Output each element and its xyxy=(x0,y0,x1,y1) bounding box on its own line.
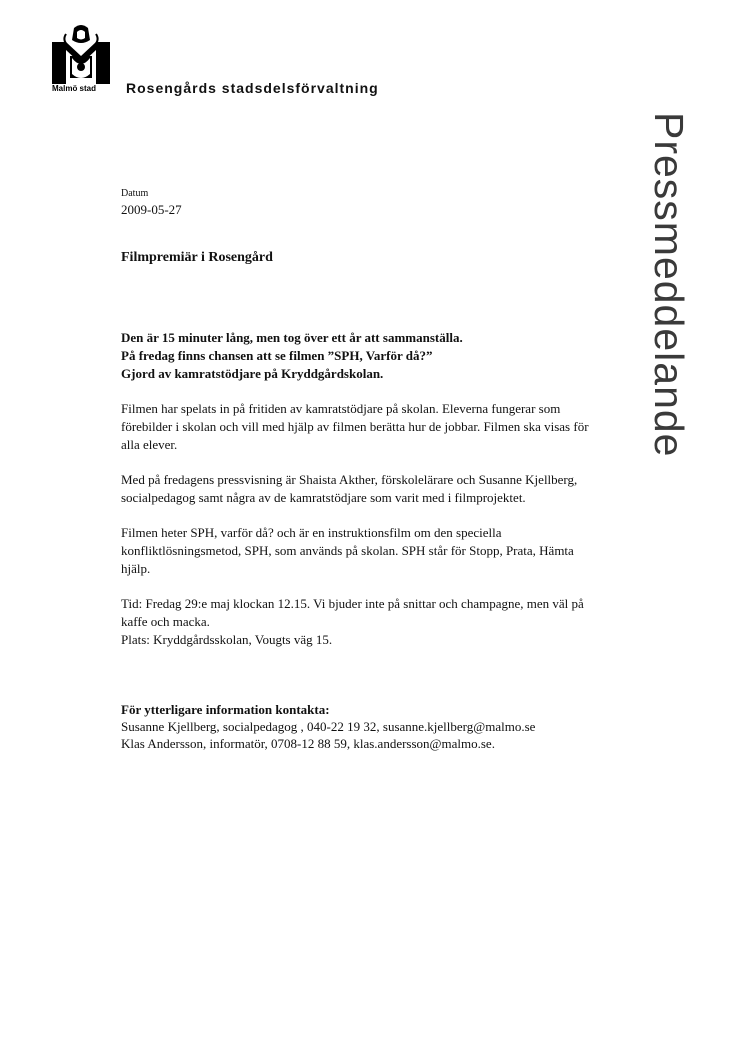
contact-line: Susanne Kjellberg, socialpedagog , 040-22 19 32, susanne.kjellberg@malmo.se xyxy=(121,719,536,734)
malmo-stad-logo xyxy=(52,24,110,110)
date-label: Datum xyxy=(121,188,149,199)
document-body xyxy=(121,188,601,752)
event-time: Tid: Fredag 29:e maj klockan 12.15. Vi bjuder inte på snittar och champagne, men väl på kaffe och macka. xyxy=(121,596,584,629)
organization-name: Rosengårds stadsdelsförvaltning xyxy=(126,80,379,96)
contact-line: Klas Andersson, informatör, 0708-12 88 59, klas.andersson@malmo.se. xyxy=(121,736,495,751)
lead-line: Den är 15 minuter lång, men tog över ett år att sammanställa. xyxy=(121,330,463,345)
body-paragraph: Filmen har spelats in på fritiden av kamratstödjare på skolan. Eleverna fungerar som förebilder i skolan och vill med hjälp av filmen berätta hur de jobbar. Filmen ska visas för alla elever. xyxy=(121,401,589,452)
headline: Filmpremiär i Rosengård xyxy=(121,250,273,265)
event-place: Plats: Kryddgårdsskolan, Vougts väg 15. xyxy=(121,632,333,647)
body-paragraph: Med på fredagens pressvisning är Shaista Akther, förskolelärare och Susanne Kjellberg, socialpedagog samt några av de kamratstödjare som varit med i filmprojektet. xyxy=(121,472,578,505)
event-details xyxy=(121,595,601,649)
coat-of-arms-icon xyxy=(52,24,110,84)
date-value: 2009-05-27 xyxy=(121,202,182,217)
logo-caption: Malmö stad xyxy=(52,84,97,93)
lead-line: Gjord av kamratstödjare på Kryddgårdskolan. xyxy=(121,366,384,381)
contact-section xyxy=(121,701,601,752)
lead-paragraph xyxy=(121,329,601,383)
contact-heading: För ytterligare information kontakta: xyxy=(121,702,330,717)
lead-line: På fredag finns chansen att se filmen ”SPH, Varför då?” xyxy=(121,348,433,363)
press-release-title: Pressmeddelande xyxy=(646,112,692,458)
body-paragraph: Filmen heter SPH, varför då? och är en instruktionsfilm om den speciella konfliktlösningsmetod, SPH, som används på skolan. SPH står för Stopp, Prata, Hämta hjälp. xyxy=(121,525,574,576)
